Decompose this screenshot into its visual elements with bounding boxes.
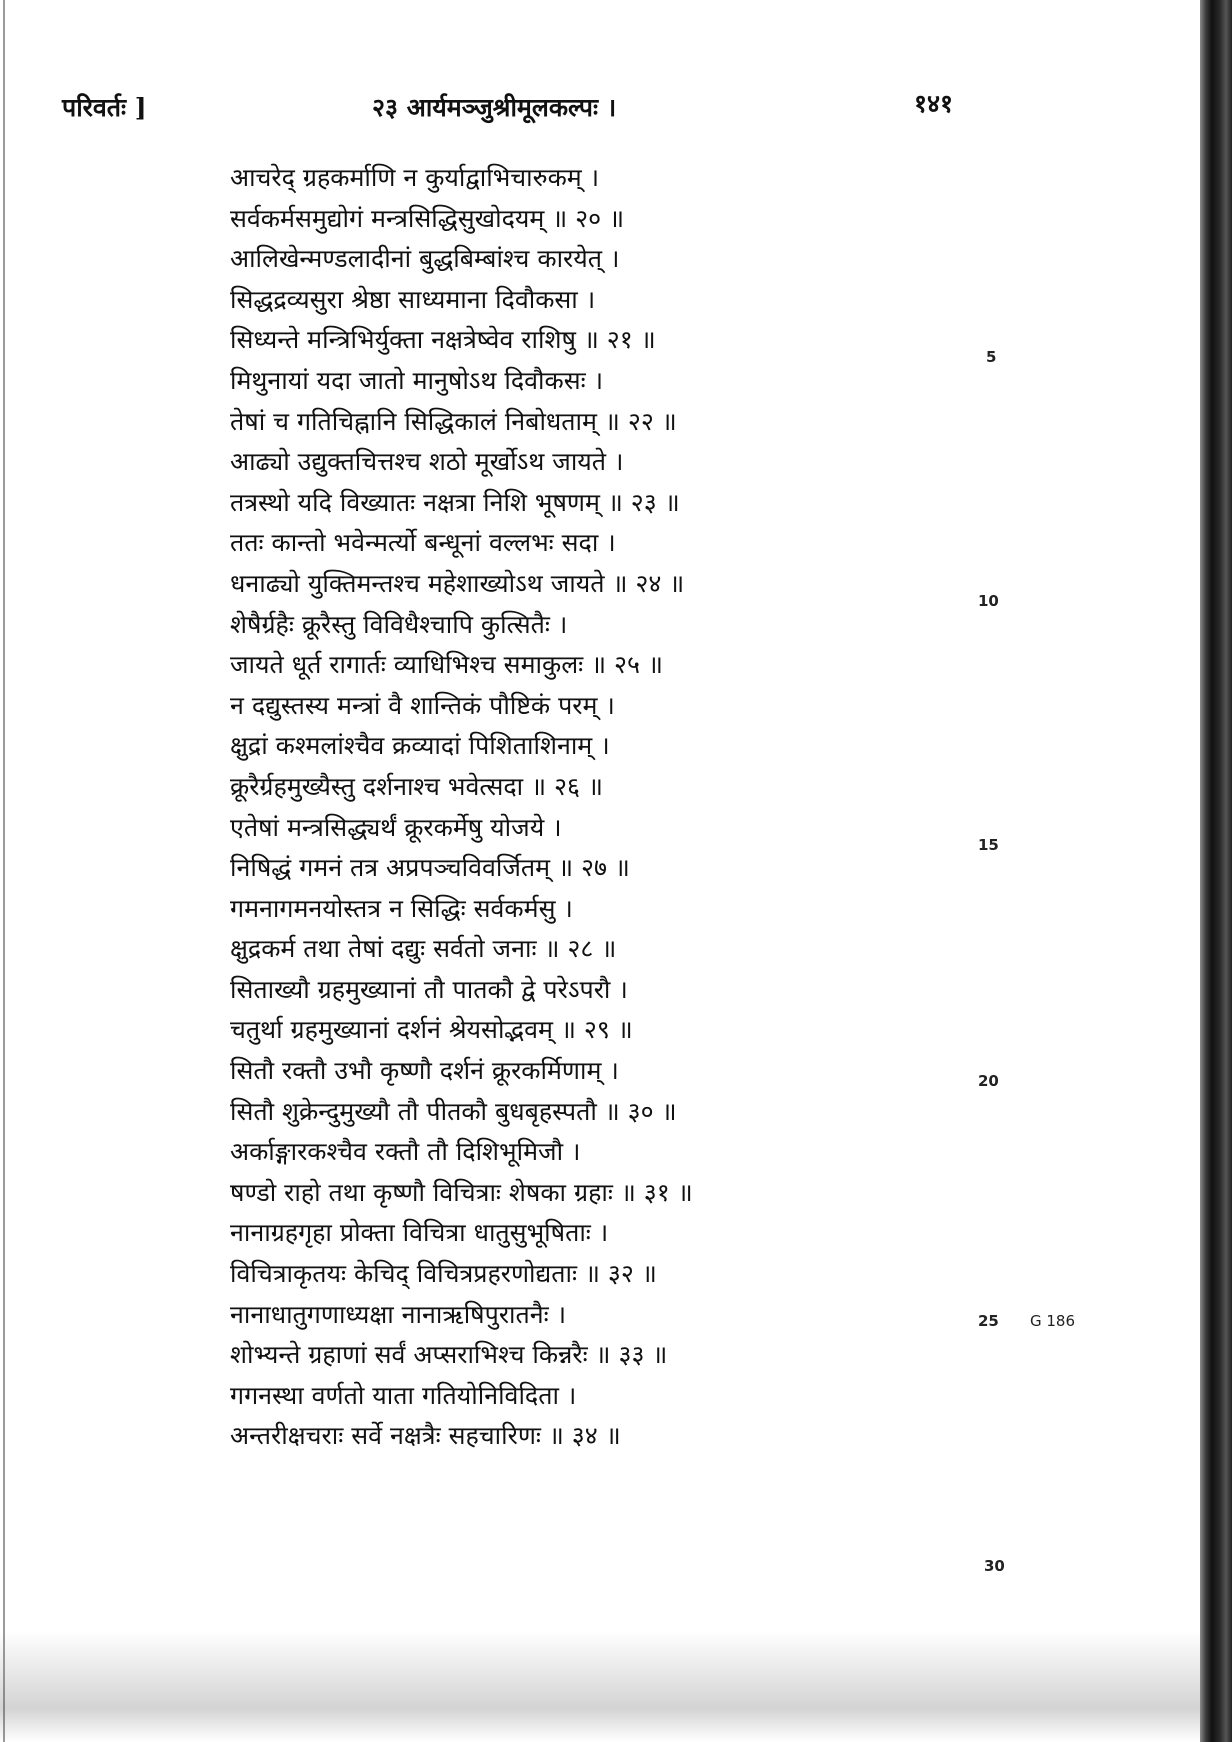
verse-line: सितौ शुक्रेन्दुमुख्यौ तौ पीतकौ बुधबृहस्पतौ ॥ ३० ॥ — [230, 1096, 677, 1126]
line-number-marker: 25 — [978, 1312, 999, 1330]
line-number-marker: 30 — [984, 1557, 1005, 1575]
scan-artifact — [0, 1630, 1200, 1742]
verse-line: सितौ रक्तौ उभौ कृष्णौ दर्शनं क्रूरकर्मिणाम् । — [230, 1056, 619, 1086]
cross-reference-marker: G 186 — [1030, 1312, 1076, 1330]
verse-line: शोभ्यन्ते ग्रहाणां सर्वं अप्सराभिश्च किन्नरैः ॥ ३३ ॥ — [230, 1340, 668, 1370]
verse-line: एतेषां मन्त्रसिद्ध्यर्थं क्रूरकर्मेषु योजये । — [230, 812, 562, 842]
verse-line: सिताख्यौ ग्रहमुख्यानां तौ पातकौ द्वे परेऽपरौ । — [230, 974, 628, 1004]
verse-line: शेषैर्ग्रहैः क्रूरैस्तु विविधैश्चापि कुत्सितैः । — [230, 609, 568, 639]
verse-line: धनाढ्यो युक्तिमन्तश्च महेशाख्योऽथ जायते ॥ २४ ॥ — [230, 568, 685, 598]
line-number-marker: 5 — [986, 348, 997, 366]
verse-line: गगनस्था वर्णतो याता गतियोनिविदिता । — [230, 1380, 577, 1410]
verse-line: तत्रस्थो यदि विख्यातः नक्षत्रा निशि भूषणम् ॥ २३ ॥ — [230, 487, 680, 517]
verse-line: आचरेद् ग्रहकर्माणि न कुर्याद्वाभिचारुकम् । — [230, 163, 600, 192]
line-number-marker: 15 — [978, 836, 999, 854]
verse-line: आलिखेन्मण्डलादीनां बुद्धबिम्बांश्च कारयेत् । — [230, 244, 620, 274]
verse-line: सिध्यन्ते मन्त्रिभिर्युक्ता नक्षत्रेष्वेव राशिषु ॥ २१ ॥ — [230, 325, 656, 355]
verse-line: सर्वकर्मसमुद्योगं मन्त्रसिद्धिसुखोदयम् ॥ २० ॥ — [230, 203, 625, 233]
verse-line: अर्काङ्गारकश्चैव रक्तौ तौ दिशिभूमिजौ । — [230, 1137, 581, 1167]
verse-line: तेषां च गतिचिह्नानि सिद्धिकालं निबोधताम् ॥ २२ ॥ — [230, 406, 677, 436]
verse-line: गमनागमनयोस्तत्र न सिद्धिः सर्वकर्मसु । — [230, 893, 573, 923]
verse-line: क्रूरैर्ग्रहमुख्यैस्तु दर्शनाश्च भवेत्सदा ॥ २६ ॥ — [230, 771, 603, 801]
verse-line: न दद्युस्तस्य मन्त्रां वै शान्तिकं पौष्टिकं परम् । — [230, 690, 615, 720]
verse-line: आढ्यो उद्युक्तचित्तश्च शठो मूर्खोऽथ जायते । — [230, 447, 624, 477]
verse-line: क्षुद्रां कश्मलांश्चैव क्रव्यादां पिशिताशिनाम् । — [230, 731, 610, 761]
verse-line: चतुर्था ग्रहमुख्यानां दर्शनं श्रेयसोद्भवम् ॥ २९ ॥ — [230, 1015, 633, 1045]
page-number: १४१ — [914, 89, 954, 118]
verse-line: विचित्राकृतयः केचिद् विचित्रप्रहरणोद्यताः ॥ ३२ ॥ — [230, 1259, 657, 1289]
verse-line: नानाग्रहगृहा प्रोक्ता विचित्रा धातुसुभूषिताः । — [230, 1218, 609, 1248]
verse-line: नानाधातुगणाध्यक्षा नानाऋषिपुरातनैः । — [230, 1299, 567, 1329]
verse-line: निषिद्धं गमनं तत्र अप्रपञ्चविवर्जितम् ॥ २७ ॥ — [230, 853, 630, 883]
section-heading: परिवर्तः ] — [62, 93, 147, 122]
verse-list — [230, 158, 693, 1457]
left-margin-rule — [3, 0, 5, 1742]
verse-line: सिद्धद्रव्यसुरा श्रेष्ठा साध्यमाना दिवौकसा । — [230, 284, 596, 314]
verse-line: षण्डो राहो तथा कृष्णौ विचित्राः शेषका ग्रहाः ॥ ३१ ॥ — [230, 1177, 693, 1207]
verse-line: क्षुद्रकर्म तथा तेषां दद्युः सर्वतो जनाः ॥ २८ ॥ — [230, 934, 617, 964]
running-title: २३ आर्यमञ्जुश्रीमूलकल्पः । — [372, 93, 617, 122]
line-number-marker: 10 — [978, 592, 999, 610]
verse-line: जायते धूर्त रागार्तः व्याधिभिश्च समाकुलः ॥ २५ ॥ — [230, 650, 663, 680]
line-number-marker: 20 — [978, 1072, 999, 1090]
verse-line: अन्तरीक्षचराः सर्वे नक्षत्रैः सहचारिणः ॥ ३४ ॥ — [230, 1421, 621, 1451]
verse-line: ततः कान्तो भवेन्मर्त्यो बन्धूनां वल्लभः सदा । — [230, 528, 616, 558]
book-spine-shadow — [1200, 0, 1232, 1742]
verse-line: मिथुनायां यदा जातो मानुषोऽथ दिवौकसः । — [230, 365, 604, 395]
